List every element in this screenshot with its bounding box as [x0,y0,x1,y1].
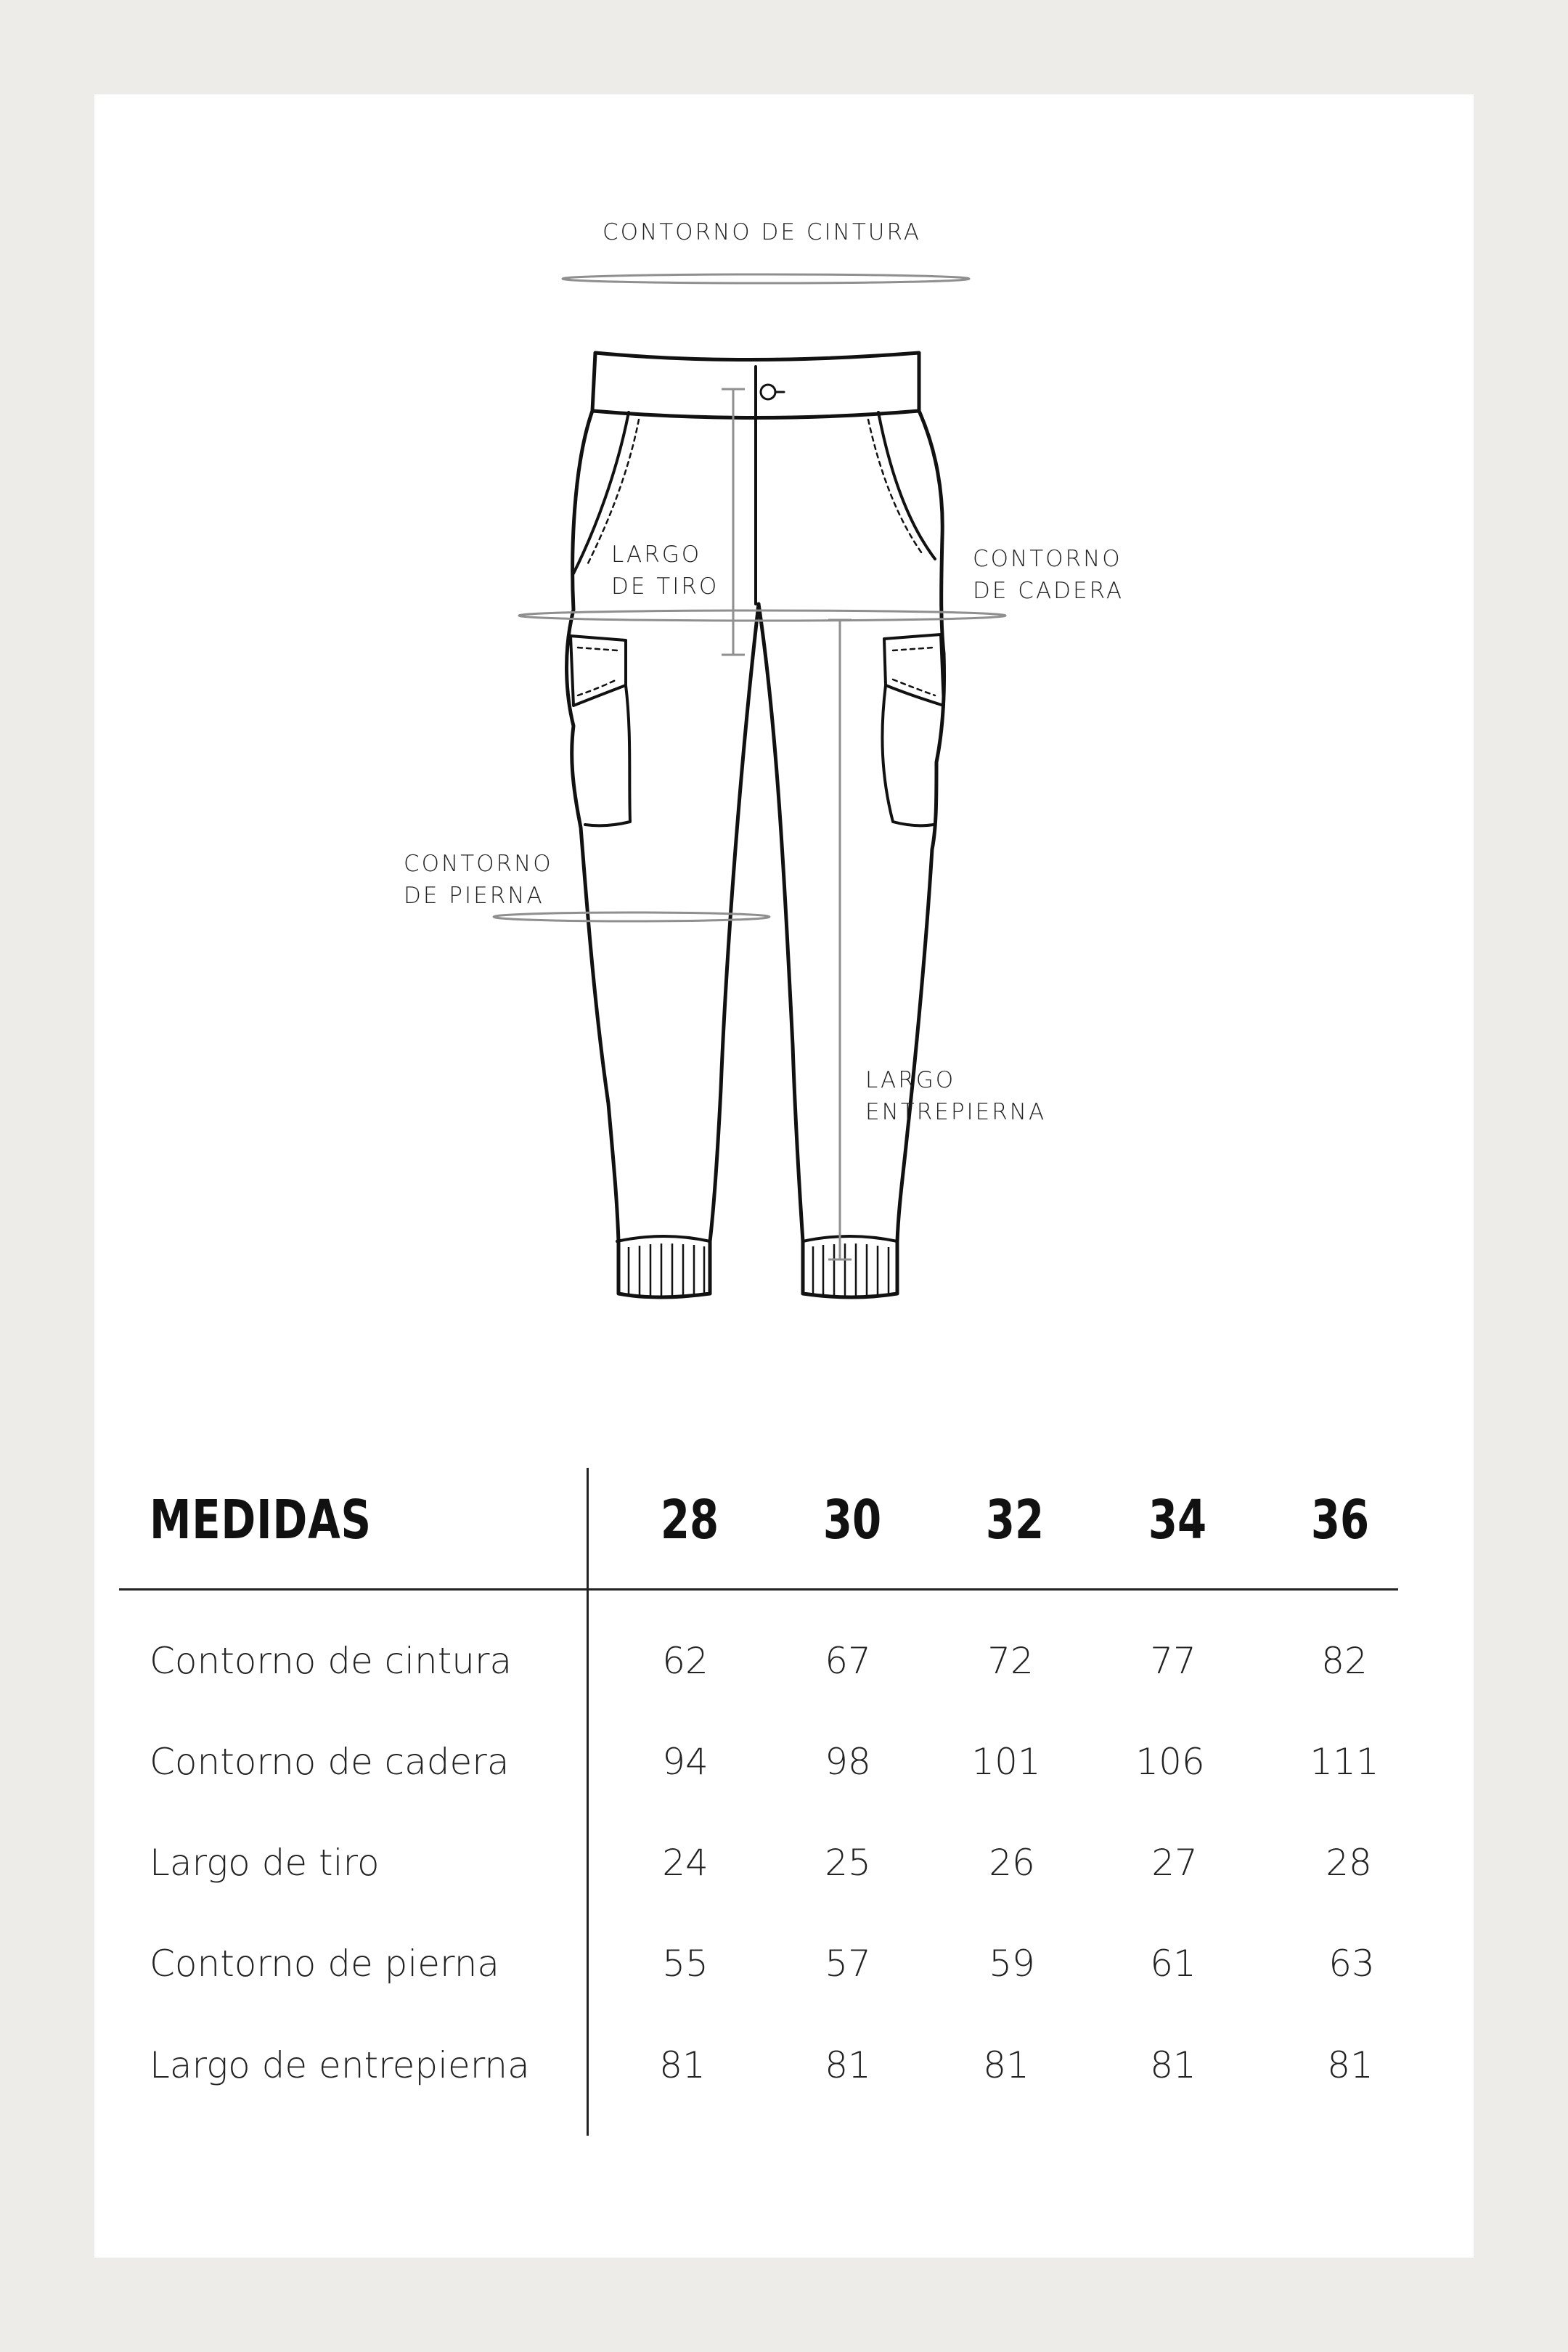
hip-label: CONTORNO DE CADERA [973,546,1124,604]
rise-measure-line [722,389,745,655]
table-cell: 24 [662,1842,709,1884]
table-cell: 26 [989,1842,1035,1884]
size-header-36: 36 [1310,1489,1370,1551]
row-label-inseam: Largo de entrepierna [150,2044,530,2086]
table-cell: 81 [659,2044,706,2086]
row-label-rise: Largo de tiro [150,1842,380,1884]
table-title: MEDIDAS [150,1489,372,1551]
right-cuff [803,1236,897,1241]
table-cell: 27 [1151,1842,1198,1884]
table-cell: 62 [662,1640,709,1682]
table-cell: 98 [825,1741,871,1783]
waist-label: CONTORNO DE CINTURA [603,219,921,245]
table-cell: 59 [989,1943,1035,1985]
table-cell: 106 [1135,1741,1205,1783]
row-label-leg: Contorno de pierna [150,1943,500,1985]
table-cell: 81 [1327,2044,1373,2086]
table-cell: 72 [987,1640,1034,1682]
table-cell: 63 [1328,1943,1375,1985]
table-cell: 81 [983,2044,1029,2086]
right-cargo-pocket [882,685,934,825]
table-cell: 94 [662,1741,709,1783]
inseam-measure-line [828,620,852,1259]
table-cell: 25 [825,1842,871,1884]
table-cell: 82 [1321,1640,1368,1682]
waist-measure-ring [563,274,969,283]
size-header-28: 28 [660,1489,719,1551]
row-label-waist: Contorno de cintura [150,1640,513,1682]
size-header-32: 32 [985,1489,1045,1551]
left-cargo-pocket [585,685,630,825]
leg-measure-ring [494,912,769,921]
table-cell: 57 [825,1943,871,1985]
table-cell: 101 [971,1741,1041,1783]
row-label-hip: Contorno de cadera [150,1741,510,1783]
table-cell: 61 [1150,1943,1196,1985]
table-cell: 81 [825,2044,871,2086]
size-header-30: 30 [822,1489,882,1551]
table-cell: 77 [1150,1640,1196,1682]
table-cell: 81 [1150,2044,1196,2086]
inseam-label: LARGO ENTREPIERNA [865,1067,1047,1125]
rise-label: LARGO DE TIRO [611,542,719,600]
table-cell: 111 [1310,1741,1379,1783]
left-cuff [617,1236,710,1241]
size-header-34: 34 [1148,1489,1207,1551]
table-cell: 67 [825,1640,871,1682]
leg-label: CONTORNO DE PIERNA [404,851,553,909]
table-cell: 55 [662,1943,709,1985]
table-cell: 28 [1326,1842,1372,1884]
